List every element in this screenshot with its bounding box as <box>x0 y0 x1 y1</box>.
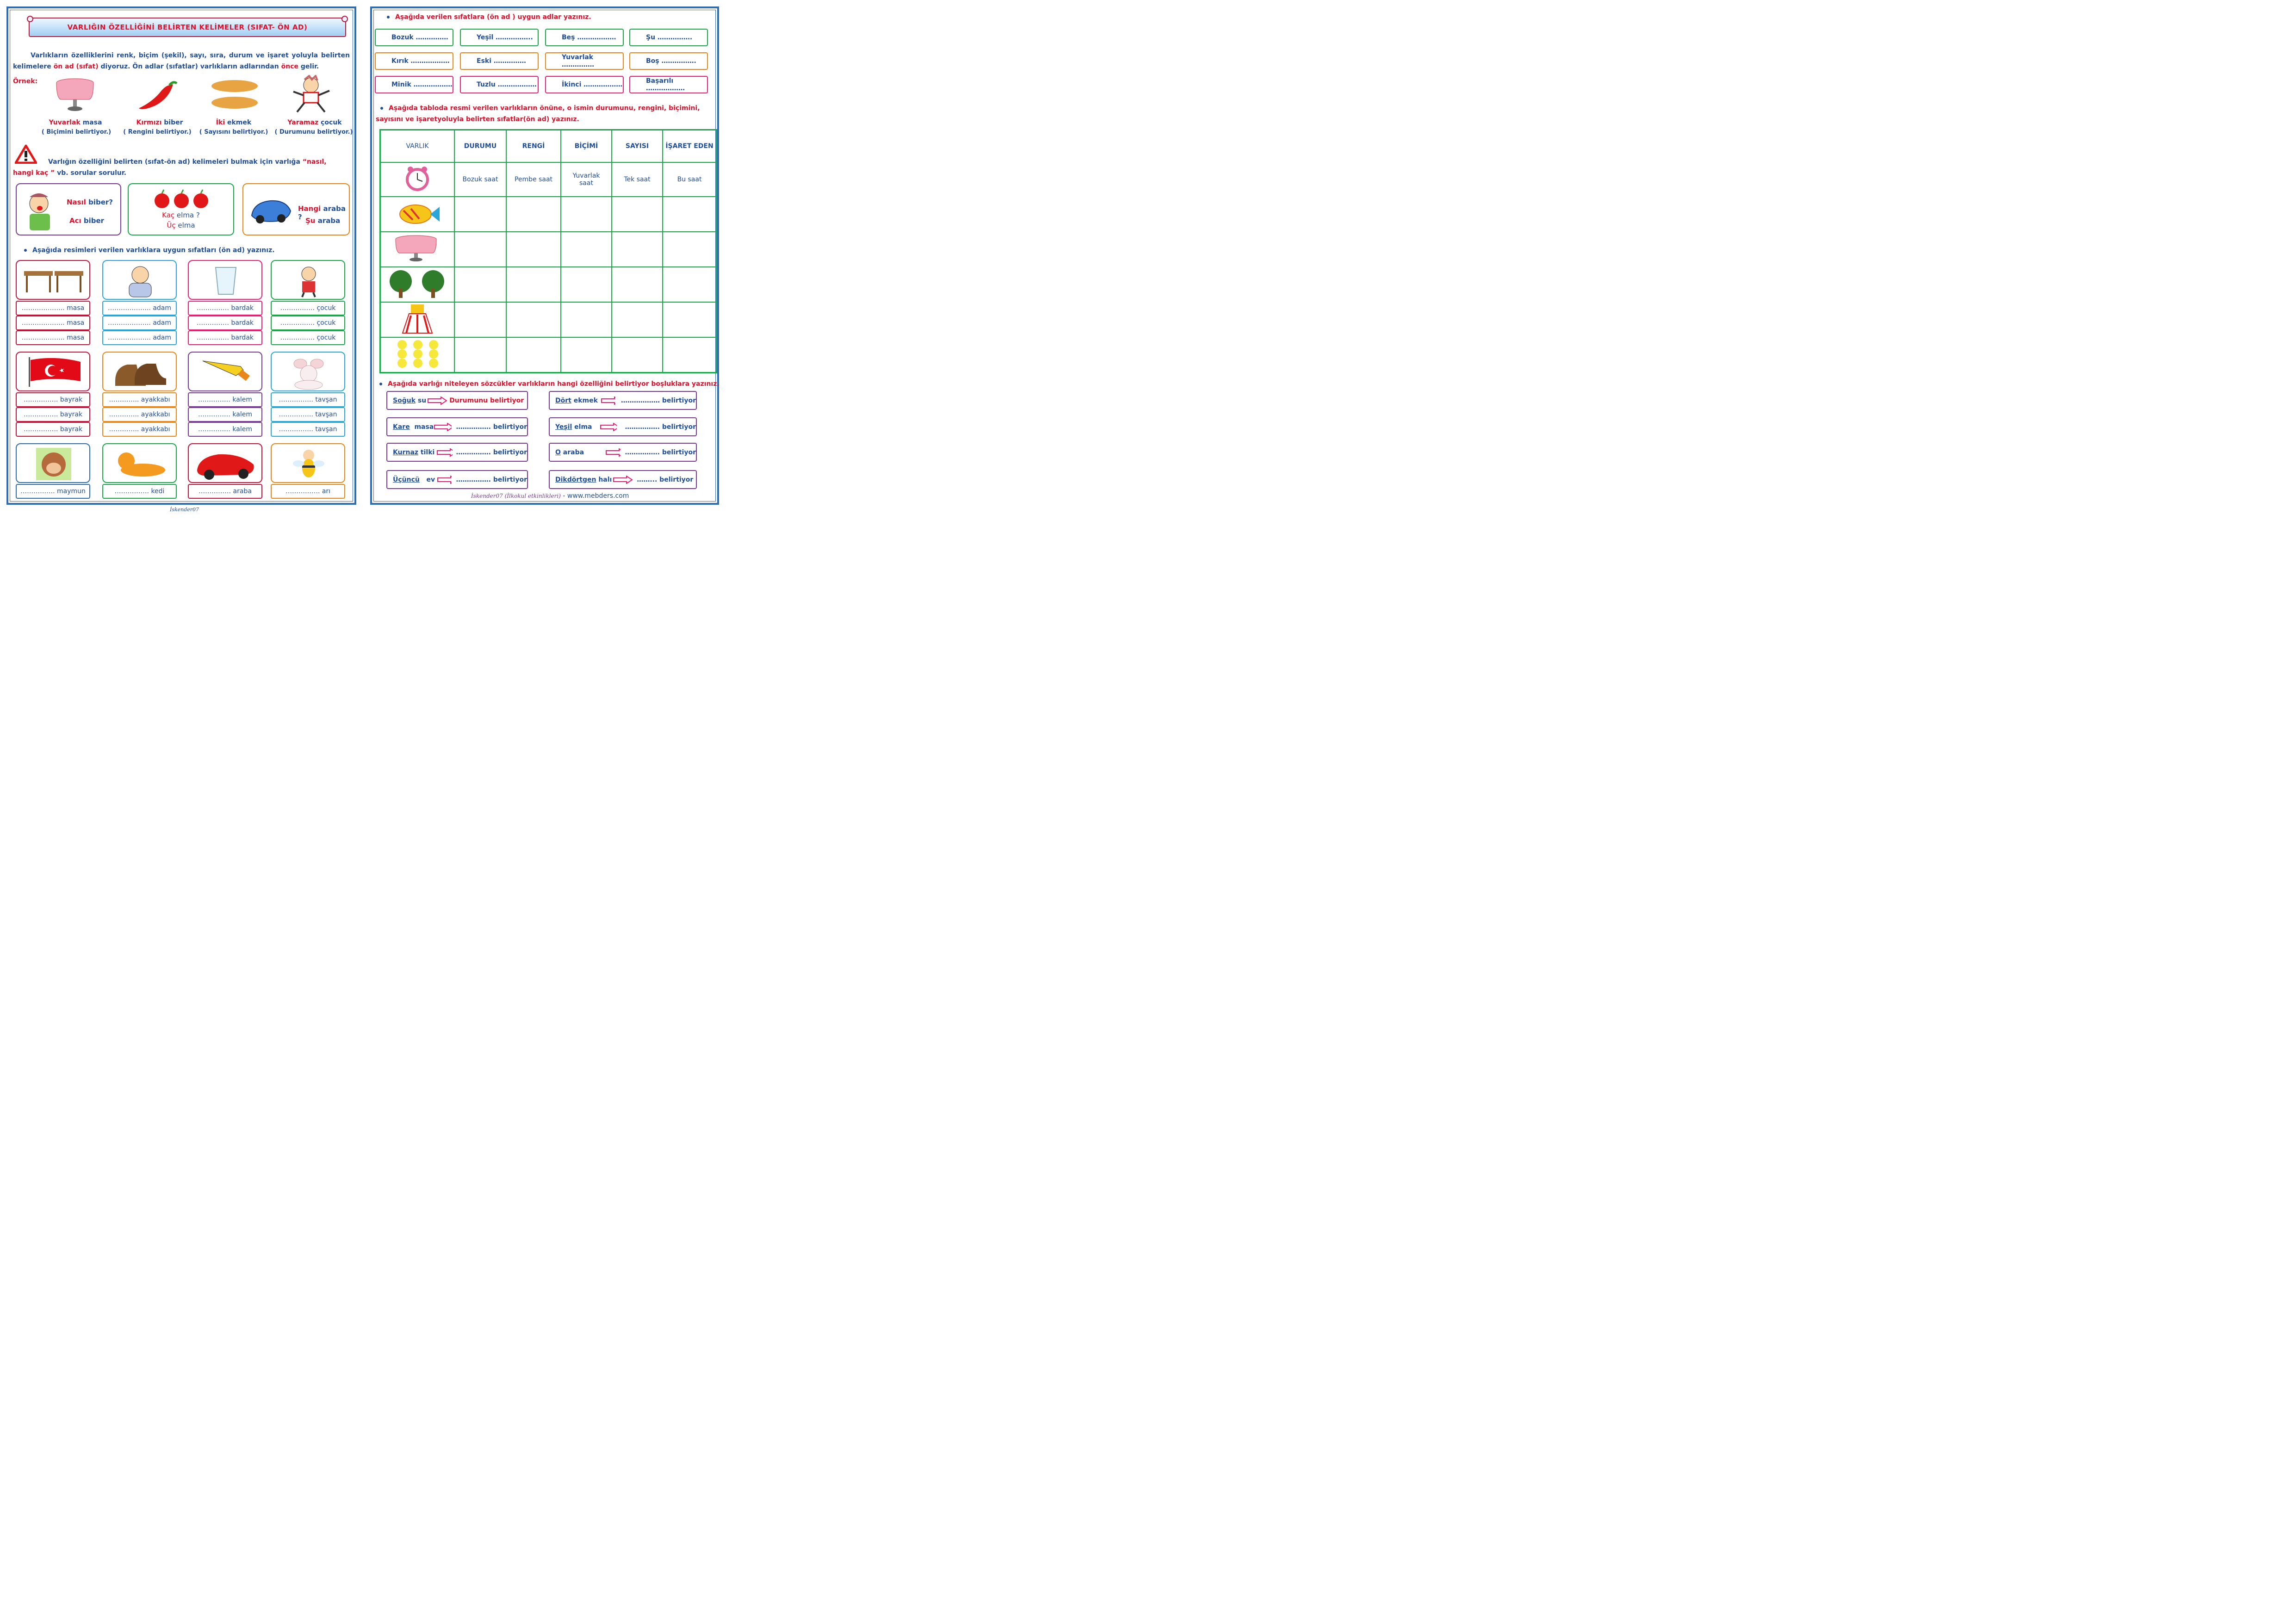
arrow-icon <box>613 476 633 484</box>
fill-tavsan-1[interactable]: ……………. tavşan <box>271 392 345 407</box>
monkey-image-box <box>16 443 90 483</box>
table-row <box>380 197 717 232</box>
two-trees-image <box>380 267 455 302</box>
arrow-icon <box>600 423 617 431</box>
fill-adam-3[interactable]: ……………….. adam <box>102 330 177 345</box>
left-footer: İskender07 <box>170 507 199 513</box>
table-row <box>380 232 717 267</box>
question-box-how: Nasıl biber? Acı biber <box>16 183 121 235</box>
round-table-image <box>52 76 98 112</box>
example-label: Örnek: <box>13 78 38 85</box>
fill-kedi[interactable]: ……………. kedi <box>102 484 177 499</box>
adj-kirik[interactable]: Kırık ……………… <box>375 52 453 70</box>
adj-ikinci[interactable]: İkinci ……………… <box>545 76 624 93</box>
old-man-image-box <box>102 260 177 300</box>
arrow-icon <box>427 396 447 405</box>
fill-bardak-2[interactable]: …………… bardak <box>188 316 262 330</box>
task2-title: Aşağıda tabloda resmi verilen varlıkların önüne, o ismin durumunu, rengini, biçimini, sayısını ve işaretyoluyla belirten sıfatlar(ön ad) yazınız. <box>376 105 700 123</box>
header-bicimi: BİÇİMİ <box>561 130 612 162</box>
fill-adam-2[interactable]: ……………….. adam <box>102 316 177 330</box>
fill-bardak-3[interactable]: …………… bardak <box>188 330 262 345</box>
adj-eski[interactable]: Eski …………… <box>460 52 539 70</box>
fill-ari[interactable]: ……………. arı <box>271 484 345 499</box>
fill-masa-2[interactable]: ……………….. masa <box>16 316 90 330</box>
adj-bos[interactable]: Boş ……………. <box>629 52 708 70</box>
adj-minik[interactable]: Minik ……………… <box>375 76 453 93</box>
fill-tavsan-2[interactable]: ……………. tavşan <box>271 407 345 422</box>
warning-text: Varlığın özelliğini belirten (sıfat-ön ad) kelimeleri bulmak için varlığa “nasıl, hangi kaç ” vb. sorular sorulur. <box>13 158 327 177</box>
website-link[interactable]: www.mebders.com <box>567 492 629 500</box>
answer-box-5[interactable]: Kurnaz tilki ……………. belirtiyor <box>386 443 528 462</box>
fill-adam-1[interactable]: ……………….. adam <box>102 301 177 316</box>
cell-durumu: Bozuk saat <box>454 162 506 197</box>
adjective-table <box>379 129 717 373</box>
cell-sayisi: Tek saat <box>612 162 663 197</box>
fill-kalem-1[interactable]: …………… kalem <box>188 392 262 407</box>
header-isaret-eden: İŞARET EDEN <box>663 130 717 162</box>
fish-image <box>380 197 455 232</box>
answer-box-2[interactable]: Dört ekmek ……………… belirtiyor <box>549 391 697 410</box>
question-box-which: Hangi araba ? Şu araba <box>242 183 350 235</box>
example-1-note: ( Biçimini belirtiyor.) <box>41 129 112 136</box>
dress-image <box>380 302 455 337</box>
fill-bayrak-1[interactable]: ……………. bayrak <box>16 392 90 407</box>
rabbit-image-box <box>271 352 345 391</box>
adj-bes[interactable]: Beş ……………… <box>545 29 624 46</box>
adj-yuvarlak[interactable]: Yuvarlak …………… <box>545 52 624 70</box>
adj-tuzlu[interactable]: Tuzlu ……………… <box>460 76 539 93</box>
header-durumu: DURUMU <box>454 130 506 162</box>
example-2-note: ( Rengini belirtiyor.) <box>123 129 192 136</box>
table-row <box>380 302 717 337</box>
blue-car-image <box>249 192 293 227</box>
cell-bicimi: Yuvarlak saat <box>561 162 612 197</box>
answer-box-1[interactable]: Soğuk su Durumunu belirtiyor <box>386 391 528 410</box>
pencil-image-box <box>188 352 262 391</box>
fill-masa-1[interactable]: ……………….. masa <box>16 301 90 316</box>
crying-child-image-box <box>271 260 345 300</box>
example-1: Yuvarlak masa <box>49 119 102 126</box>
fill-ayakkabi-1[interactable]: ………….. ayakkabı <box>102 392 177 407</box>
bread-image <box>209 79 260 112</box>
chicks-image <box>380 337 455 373</box>
fill-ayakkabi-3[interactable]: ………….. ayakkabı <box>102 422 177 437</box>
cell-isaret: Bu saat <box>663 162 717 197</box>
fill-kalem-3[interactable]: …………… kalem <box>188 422 262 437</box>
table-image <box>380 232 455 267</box>
fill-araba[interactable]: …………… araba <box>188 484 262 499</box>
red-pepper-image <box>137 80 179 114</box>
arrow-icon <box>601 396 615 405</box>
question-box-how-many: Kaç elma ? Üç elma <box>128 183 234 235</box>
example-4-note: ( Durumunu belirtiyor.) <box>274 129 353 136</box>
arrow-icon <box>605 448 621 457</box>
adj-su[interactable]: Şu ……………. <box>629 29 708 46</box>
fill-bayrak-3[interactable]: ……………. bayrak <box>16 422 90 437</box>
three-apples-image <box>153 189 211 209</box>
spicy-boy-image <box>21 190 58 231</box>
flag-image-box <box>16 352 90 391</box>
fill-ayakkabi-2[interactable]: ………….. ayakkabı <box>102 407 177 422</box>
intro-paragraph: Varlıkların özelliklerini renk, biçim (şekil), sayı, sıra, durum ve işaret yoluyla belirten kelimelere ön ad (sıfat) diyoruz. Ön adlar (sıfatlar) varlıkların adlarından önce gelir. <box>13 52 350 70</box>
fill-kalem-2[interactable]: …………… kalem <box>188 407 262 422</box>
fill-tavsan-3[interactable]: ……………. tavşan <box>271 422 345 437</box>
answer-box-7[interactable]: Üçüncü ev ……………. belirtiyor <box>386 470 528 489</box>
arrow-icon <box>437 476 452 484</box>
adj-yesil[interactable]: Yeşil …………….. <box>460 29 539 46</box>
answer-box-3[interactable]: Kare masa ……………. belirtiyor <box>386 417 528 436</box>
answer-box-8[interactable]: Dikdörtgen halı ……... belirtiyor <box>549 470 697 489</box>
cat-image-box <box>102 443 177 483</box>
shoes-image-box <box>102 352 177 391</box>
example-3-note: ( Sayısını belirtiyor.) <box>199 129 268 136</box>
task3-title: Aşağıda varlığı niteleyen sözcükler varlıkların hangi özelliğini belirtiyor boşluklara yazınız. <box>379 380 720 388</box>
fill-masa-3[interactable]: ……………….. masa <box>16 330 90 345</box>
tables-image-box <box>16 260 90 300</box>
header-sayisi: SAYISI <box>612 130 663 162</box>
right-footer: İskender07 (İlkokul etkinlikleri) - www.mebders.com <box>471 492 629 500</box>
table-row <box>380 162 717 197</box>
header-rengi: RENGİ <box>506 130 561 162</box>
adj-basarili[interactable]: Başarılı ……………… <box>629 76 708 93</box>
answer-box-4[interactable]: Yeşil elma ……………. belirtiyor <box>549 417 697 436</box>
fill-bayrak-2[interactable]: ……………. bayrak <box>16 407 90 422</box>
example-3: İki ekmek <box>216 119 252 126</box>
naughty-child-image <box>288 75 334 114</box>
clock-image <box>380 162 455 197</box>
fill-cocuk-1[interactable]: ……………. çocuk <box>271 301 345 316</box>
arrow-icon <box>434 423 451 431</box>
header-varlik: VARLIK <box>380 130 455 162</box>
bee-image-box <box>271 443 345 483</box>
page-title: VARLIĞIN ÖZELLİĞİNİ BELİRTEN KELİMELER (SIFAT- ÖN AD) <box>29 18 346 37</box>
fill-cocuk-3[interactable]: ……………. çocuk <box>271 330 345 345</box>
table-row <box>380 337 717 373</box>
cell-rengi: Pembe saat <box>506 162 561 197</box>
answer-box-6[interactable]: O araba ……………. belirtiyor <box>549 443 697 462</box>
example-2: Kırmızı biber <box>136 119 183 126</box>
adj-bozuk[interactable]: Bozuk …………… <box>375 29 453 46</box>
fill-cocuk-2[interactable]: ……………. çocuk <box>271 316 345 330</box>
table-row <box>380 267 717 302</box>
fill-bardak-1[interactable]: …………… bardak <box>188 301 262 316</box>
arrow-icon <box>436 448 452 457</box>
glass-image-box <box>188 260 262 300</box>
car-image-box <box>188 443 262 483</box>
task1-title: Aşağıda verilen sıfatlara (ön ad ) uygun adlar yazınız. <box>387 13 591 21</box>
fill-maymun[interactable]: ……………. maymun <box>16 484 90 499</box>
exercise1-title: Aşağıda resimleri verilen varlıklara uygun sıfatları (ön ad) yazınız. <box>24 247 275 254</box>
example-4: Yaramaz çocuk <box>287 119 342 126</box>
